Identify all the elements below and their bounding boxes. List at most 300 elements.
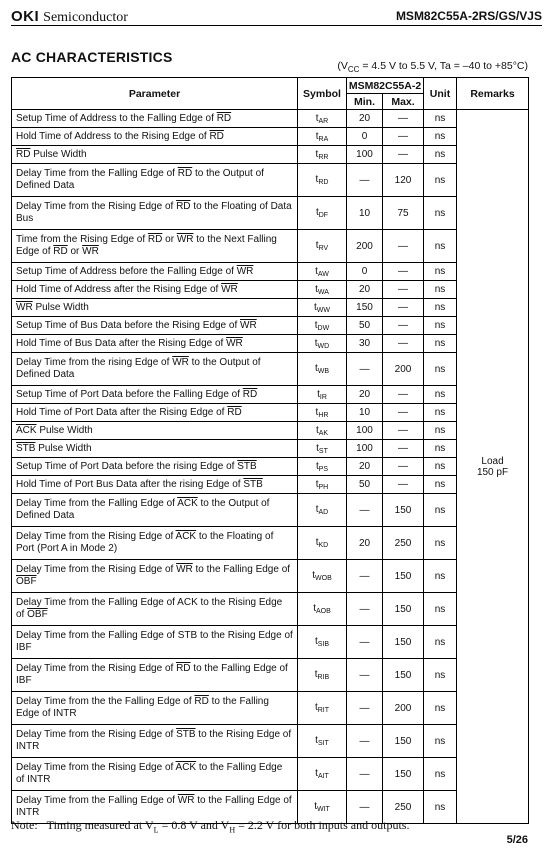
table-row — [12, 476, 529, 494]
parameter-text: to the Falling Edge of IBF — [16, 663, 288, 686]
symbol-t: t — [314, 636, 318, 647]
symbol-cell — [298, 758, 347, 791]
symbol-cell — [298, 476, 347, 494]
table-row — [12, 110, 529, 128]
parameter-text: Pulse Width — [35, 442, 92, 454]
parameter-cell — [12, 458, 298, 476]
symbol-cell — [298, 404, 347, 422]
parameter-cell — [12, 353, 298, 386]
parameter-cell — [12, 110, 298, 128]
cond-prefix: (V — [337, 60, 348, 72]
min-cell: — — [347, 560, 383, 593]
unit-cell: ns — [424, 527, 457, 560]
company-name: Semiconductor — [43, 10, 128, 25]
unit-cell: ns — [424, 404, 457, 422]
part-number: MSM82C55A-2RS/GS/VJS — [395, 9, 542, 23]
unit-cell: ns — [424, 560, 457, 593]
header-remarks: Remarks — [457, 78, 529, 110]
max-cell: 200 — [383, 353, 424, 386]
symbol-subscript: RD — [318, 179, 329, 186]
signal-name: $\overline{OBF}$ — [16, 576, 37, 587]
max-cell: — — [383, 476, 424, 494]
signal-name: $\overline{RD}$ — [242, 388, 258, 400]
parameter-text: Delay Time from the rising Edge of — [16, 357, 173, 368]
min-cell: — — [347, 593, 383, 626]
symbol-cell — [298, 458, 347, 476]
unit-cell: ns — [424, 791, 457, 824]
header-unit: Unit — [424, 78, 457, 110]
min-cell: 20 — [347, 386, 383, 404]
unit-cell: ns — [424, 164, 457, 197]
table-row — [12, 146, 529, 164]
max-cell: — — [383, 146, 424, 164]
symbol-cell — [298, 230, 347, 263]
symbol-t: t — [317, 388, 320, 400]
min-cell: 0 — [347, 263, 383, 281]
note-text-2: = 0.8 V and V — [158, 818, 230, 832]
table-row — [12, 230, 529, 263]
max-cell: 150 — [383, 560, 424, 593]
min-cell: — — [347, 353, 383, 386]
max-cell: 120 — [383, 164, 424, 197]
symbol-t: t — [315, 130, 319, 142]
unit-cell: ns — [424, 263, 457, 281]
symbol-cell — [298, 146, 347, 164]
symbol-subscript: ST — [318, 447, 328, 455]
note-sub-l: L — [153, 825, 159, 835]
header-symbol: Symbol — [298, 78, 347, 110]
symbol-t: t — [315, 265, 318, 277]
min-cell: 20 — [347, 458, 383, 476]
parameter-text: Pulse Width — [36, 424, 93, 436]
unit-cell: ns — [424, 281, 457, 299]
min-cell: 100 — [347, 146, 383, 164]
header-parameter: Parameter — [12, 78, 298, 110]
unit-cell: ns — [424, 692, 457, 725]
max-cell: — — [383, 458, 424, 476]
symbol-subscript: DF — [318, 212, 329, 219]
parameter-cell — [12, 422, 298, 440]
parameter-text: to the Rising Edge of INTR — [16, 729, 292, 752]
signal-name: $\overline{WR}$ — [82, 246, 99, 257]
table-row — [12, 692, 529, 725]
table-row — [12, 458, 529, 476]
table-row — [12, 353, 529, 386]
symbol-cell — [298, 527, 347, 560]
unit-cell: ns — [424, 386, 457, 404]
parameter-cell — [12, 593, 298, 626]
symbol-t: t — [312, 570, 316, 581]
parameter-cell — [12, 299, 298, 317]
oki-logo: OKI — [11, 8, 40, 25]
max-cell: 150 — [383, 626, 424, 659]
parameter-text: Delay Time from the the Falling Edge of — [16, 696, 195, 707]
symbol-subscript: AK — [318, 429, 329, 437]
symbol-t: t — [315, 207, 319, 218]
unit-cell: ns — [424, 317, 457, 335]
min-cell: 0 — [347, 128, 383, 146]
symbol-t: t — [314, 363, 318, 374]
signal-name: $\overline{WR}$ — [176, 234, 194, 245]
note-label: Note: — [11, 818, 38, 832]
table-row — [12, 299, 529, 317]
symbol-cell — [298, 659, 347, 692]
unit-cell: ns — [424, 230, 457, 263]
symbol-t: t — [315, 504, 319, 515]
parameter-cell — [12, 476, 298, 494]
max-cell: 250 — [383, 527, 424, 560]
symbol-cell — [298, 317, 347, 335]
min-cell: 100 — [347, 440, 383, 458]
min-cell: 10 — [347, 404, 383, 422]
parameter-cell — [12, 440, 298, 458]
signal-name: $\overline{RD}$ — [147, 234, 163, 245]
unit-cell: ns — [424, 758, 457, 791]
table-row — [12, 164, 529, 197]
parameter-cell — [12, 659, 298, 692]
signal-name: $\overline{OBF}$ — [27, 609, 48, 620]
symbol-t: t — [315, 406, 319, 418]
parameter-text: to the Falling Edge of — [192, 564, 291, 575]
signal-name: $\overline{RD}$ — [209, 130, 224, 142]
symbol-subscript: RR — [318, 153, 329, 161]
parameter-cell — [12, 317, 298, 335]
symbol-cell — [298, 560, 347, 593]
symbol-t: t — [314, 801, 317, 812]
parameter-text: Setup Time of Address to the Falling Edge of — [16, 112, 217, 124]
table-row — [12, 560, 529, 593]
min-cell: — — [347, 659, 383, 692]
symbol-cell — [298, 386, 347, 404]
parameter-cell — [12, 263, 298, 281]
max-cell: 150 — [383, 725, 424, 758]
parameter-text: to the Floating of Port (Port A in Mode 2) — [16, 531, 274, 554]
symbol-cell — [298, 440, 347, 458]
parameter-text: to the Output of Defined Data — [16, 168, 264, 191]
symbol-t: t — [314, 301, 317, 313]
symbol-cell — [298, 281, 347, 299]
signal-name: $\overline{ACK}$ — [177, 498, 198, 509]
parameter-text: Delay Time from the Falling Edge of — [16, 795, 178, 806]
symbol-subscript: RIB — [317, 674, 330, 681]
signal-name: $\overline{WR}$ — [172, 357, 189, 368]
min-cell: 20 — [347, 527, 383, 560]
symbol-subscript: IR — [319, 393, 327, 401]
signal-name: $\overline{RD}$ — [16, 148, 31, 160]
parameter-text: or — [67, 246, 83, 257]
table-row — [12, 197, 529, 230]
max-cell: 150 — [383, 758, 424, 791]
symbol-t: t — [313, 603, 316, 614]
signal-name: $\overline{RD}$ — [227, 406, 242, 418]
symbol-subscript: AR — [318, 117, 329, 125]
symbol-cell — [298, 263, 347, 281]
symbol-t: t — [314, 702, 318, 713]
max-cell: — — [383, 440, 424, 458]
max-cell: — — [383, 299, 424, 317]
parameter-text: Pulse Width — [32, 301, 89, 313]
signal-name: $\overline{RD}$ — [53, 246, 68, 257]
min-cell: — — [347, 725, 383, 758]
table-row — [12, 659, 529, 692]
max-cell: — — [383, 230, 424, 263]
signal-name: $\overline{WR}$ — [221, 283, 238, 295]
symbol-t: t — [314, 337, 318, 349]
signal-name: $\overline{ACK}$ — [16, 424, 37, 436]
symbol-subscript: SIT — [317, 740, 329, 747]
parameter-text: Setup Time of Port Data before the rising Edge of — [16, 460, 238, 472]
symbol-cell — [298, 692, 347, 725]
footnote — [11, 818, 409, 834]
unit-cell: ns — [424, 458, 457, 476]
symbol-t: t — [314, 669, 318, 680]
min-cell: 10 — [347, 197, 383, 230]
signal-name: $\overline{RD}$ — [176, 663, 191, 674]
company-logo — [11, 8, 128, 26]
section-title: AC CHARACTERISTICS — [11, 49, 173, 65]
symbol-subscript: WD — [317, 342, 330, 350]
symbol-cell — [298, 197, 347, 230]
parameter-cell — [12, 164, 298, 197]
signal-name: $\overline{WR}$ — [16, 301, 33, 313]
unit-cell: ns — [424, 353, 457, 386]
symbol-subscript: WB — [317, 368, 330, 375]
symbol-t: t — [315, 537, 319, 548]
parameter-text: Delay Time from the Falling Edge of STB to the Rising Edge of IBF — [16, 630, 293, 653]
max-cell: 150 — [383, 659, 424, 692]
signal-name: $\overline{STB}$ — [16, 442, 36, 454]
symbol-subscript: RA — [318, 135, 329, 143]
unit-cell: ns — [424, 128, 457, 146]
parameter-text: Delay Time from the Falling Edge of — [16, 168, 178, 179]
symbol-subscript: DW — [317, 324, 330, 332]
max-cell: — — [383, 317, 424, 335]
parameter-text: Hold Time of Port Data after the Rising Edge of — [16, 406, 228, 418]
parameter-cell — [12, 230, 298, 263]
max-cell: — — [383, 386, 424, 404]
min-cell: 30 — [347, 335, 383, 353]
ac-characteristics-table — [11, 77, 529, 824]
max-cell: — — [383, 263, 424, 281]
min-cell: — — [347, 494, 383, 527]
header-device: MSM82C55A-2 — [347, 78, 424, 94]
table-row — [12, 494, 529, 527]
page-header — [11, 8, 542, 26]
symbol-subscript: SIB — [317, 641, 330, 648]
unit-cell: ns — [424, 146, 457, 164]
table-row — [12, 593, 529, 626]
signal-name: $\overline{WR}$ — [226, 337, 243, 349]
symbol-subscript: AOB — [315, 608, 331, 615]
parameter-cell — [12, 692, 298, 725]
unit-cell: ns — [424, 593, 457, 626]
table-row — [12, 626, 529, 659]
max-cell: — — [383, 422, 424, 440]
min-cell: 20 — [347, 281, 383, 299]
parameter-cell — [12, 386, 298, 404]
signal-name: $\overline{STB}$ — [176, 729, 196, 740]
signal-name: $\overline{RD}$ — [176, 201, 191, 212]
symbol-t: t — [315, 174, 319, 185]
parameter-cell — [12, 527, 298, 560]
unit-cell: ns — [424, 335, 457, 353]
parameter-text: to the Falling Edge of INTR — [16, 762, 283, 785]
parameter-cell — [12, 626, 298, 659]
signal-name: $\overline{RD}$ — [194, 696, 209, 707]
symbol-subscript: PH — [318, 483, 329, 491]
symbol-cell — [298, 128, 347, 146]
table-row — [12, 128, 529, 146]
parameter-cell — [12, 335, 298, 353]
table-row — [12, 335, 529, 353]
table-row — [12, 263, 529, 281]
symbol-subscript: WIT — [316, 806, 330, 813]
max-cell: — — [383, 404, 424, 422]
parameter-text: Time from the Rising Edge of — [16, 234, 148, 245]
symbol-t: t — [315, 735, 318, 746]
min-cell: 150 — [347, 299, 383, 317]
header-rule — [11, 25, 542, 26]
symbol-t: t — [314, 319, 318, 331]
min-cell: — — [347, 626, 383, 659]
max-cell: 150 — [383, 593, 424, 626]
signal-name: $\overline{STB}$ — [243, 478, 263, 490]
table-row — [12, 440, 529, 458]
symbol-t: t — [315, 148, 319, 160]
cond-vcc-sub: CC — [347, 65, 360, 75]
parameter-text: Delay Time from the Rising Edge of — [16, 531, 176, 542]
table-row — [12, 404, 529, 422]
parameter-text: to the Falling Edge of INTR — [16, 696, 269, 719]
signal-name: $\overline{WR}$ — [236, 265, 254, 277]
parameter-text: or — [162, 234, 177, 245]
unit-cell: ns — [424, 299, 457, 317]
parameter-text: Setup Time of Port Data before the Falling Edge of — [16, 388, 243, 400]
note-sub-h: H — [229, 825, 236, 835]
signal-name: $\overline{RD}$ — [216, 112, 232, 124]
parameter-cell — [12, 146, 298, 164]
min-cell: 50 — [347, 476, 383, 494]
remarks-cell: Load 150 pF — [457, 110, 529, 824]
parameter-cell — [12, 758, 298, 791]
parameter-text: Hold Time of Bus Data after the Rising Edge of — [16, 337, 227, 349]
symbol-cell — [298, 725, 347, 758]
unit-cell: ns — [424, 626, 457, 659]
parameter-text: to the Floating of Data Bus — [16, 201, 292, 224]
table-body — [12, 110, 529, 824]
note-text-1: Timing measured at V — [46, 818, 154, 832]
symbol-cell — [298, 422, 347, 440]
unit-cell: ns — [424, 494, 457, 527]
unit-cell: ns — [424, 725, 457, 758]
cond-rest: = 4.5 V to 5.5 V, Ta = –40 to +85°C) — [359, 60, 528, 72]
parameter-text: Hold Time of Address to the Rising Edge of — [16, 130, 210, 142]
parameter-text: Delay Time from the Rising Edge of — [16, 564, 177, 575]
symbol-cell — [298, 494, 347, 527]
table-row — [12, 725, 529, 758]
min-cell: 50 — [347, 317, 383, 335]
parameter-cell — [12, 725, 298, 758]
unit-cell: ns — [424, 659, 457, 692]
symbol-t: t — [315, 460, 319, 472]
symbol-t: t — [316, 442, 319, 454]
max-cell: 150 — [383, 494, 424, 527]
parameter-text: Pulse Width — [30, 148, 87, 160]
symbol-subscript: AIT — [317, 773, 329, 780]
symbol-cell — [298, 353, 347, 386]
parameter-text: to the Output of Defined Data — [16, 357, 261, 380]
unit-cell: ns — [424, 197, 457, 230]
symbol-subscript: WOB — [315, 575, 332, 582]
parameter-text: Delay Time from the Falling Edge of ACK to the Rising Edge of — [16, 597, 283, 620]
signal-name: $\overline{RD}$ — [177, 168, 193, 179]
table-row — [12, 386, 529, 404]
symbol-t: t — [315, 240, 319, 251]
min-cell: 20 — [347, 110, 383, 128]
signal-name: $\overline{STB}$ — [237, 460, 257, 472]
symbol-subscript: AD — [318, 509, 329, 516]
min-cell: 100 — [347, 422, 383, 440]
symbol-subscript: RV — [318, 245, 329, 252]
symbol-t: t — [315, 283, 318, 295]
symbol-cell — [298, 110, 347, 128]
symbol-subscript: PS — [318, 465, 329, 473]
max-cell: 250 — [383, 791, 424, 824]
header-max: Max. — [383, 94, 424, 110]
parameter-text: to the Next Falling Edge of — [16, 234, 277, 257]
parameter-text: to the Falling Edge of INTR — [16, 795, 292, 818]
page-number: 5/26 — [506, 834, 528, 846]
min-cell: — — [347, 692, 383, 725]
unit-cell: ns — [424, 476, 457, 494]
symbol-subscript: WA — [317, 288, 329, 296]
signal-name: $\overline{WR}$ — [177, 795, 195, 806]
symbol-subscript: KD — [318, 542, 329, 549]
min-cell: — — [347, 758, 383, 791]
parameter-text: Delay Time from the Rising Edge of — [16, 663, 177, 674]
min-cell: — — [347, 164, 383, 197]
symbol-subscript: AW — [317, 270, 329, 278]
test-conditions — [337, 60, 528, 74]
signal-name: $\overline{WR}$ — [176, 564, 193, 575]
table-row — [12, 281, 529, 299]
table-row — [12, 527, 529, 560]
symbol-t: t — [315, 478, 319, 490]
signal-name: $\overline{ACK}$ — [175, 762, 197, 773]
max-cell: — — [383, 335, 424, 353]
parameter-text: Setup Time of Address before the Falling Edge of — [16, 265, 237, 277]
symbol-t: t — [315, 768, 318, 779]
symbol-subscript: HR — [318, 411, 329, 419]
unit-cell: ns — [424, 422, 457, 440]
table-row — [12, 422, 529, 440]
table-row — [12, 317, 529, 335]
symbol-subscript: RIT — [317, 707, 330, 714]
parameter-text: Delay Time from the Falling Edge of — [16, 498, 178, 509]
symbol-cell — [298, 593, 347, 626]
parameter-cell — [12, 404, 298, 422]
parameter-cell — [12, 494, 298, 527]
note-text-3: = 2.2 V for both inputs and outputs. — [235, 818, 410, 832]
symbol-subscript: WW — [316, 306, 330, 314]
header-min: Min. — [347, 94, 383, 110]
parameter-text: Delay Time from the Rising Edge of — [16, 729, 177, 740]
parameter-text: Hold Time of Port Bus Data after the rising Edge of — [16, 478, 244, 490]
parameter-text: to the Output of Defined Data — [16, 498, 270, 521]
symbol-cell — [298, 335, 347, 353]
symbol-cell — [298, 164, 347, 197]
unit-cell: ns — [424, 110, 457, 128]
